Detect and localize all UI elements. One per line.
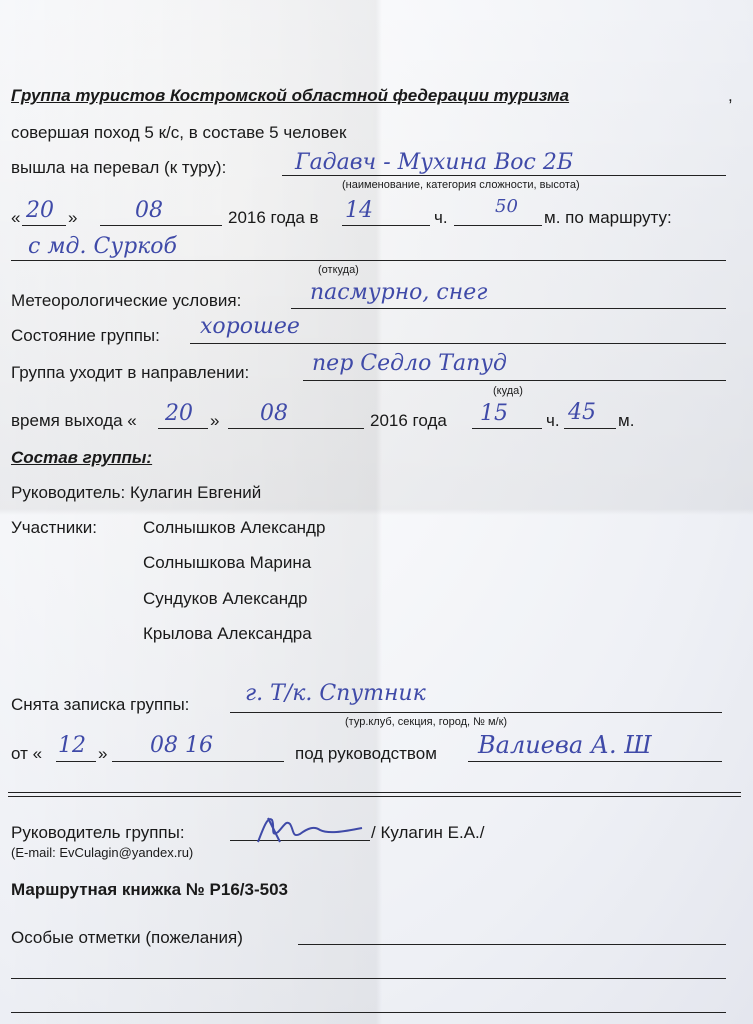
note-date-underline bbox=[112, 761, 284, 762]
participant-2: Солнышкова Марина bbox=[143, 553, 312, 572]
separator-top bbox=[8, 792, 741, 793]
special-notes-underline-3 bbox=[11, 1012, 726, 1013]
date2-year-text: 2016 года bbox=[370, 411, 447, 430]
note-lead-label: под руководством bbox=[295, 744, 437, 763]
date1-minute-unit: м. по маршруту: bbox=[544, 208, 672, 227]
pass-underline bbox=[282, 175, 726, 176]
pass-value: Гадавч - Мухина Вос 2Б bbox=[295, 150, 574, 175]
direction-caption: (куда) bbox=[493, 385, 523, 397]
date1-day-underline bbox=[22, 225, 66, 226]
email: (E-mail: EvCulagin@yandex.ru) bbox=[11, 845, 194, 860]
trip-description: совершая поход 5 к/с, в составе 5 человек bbox=[11, 123, 347, 142]
special-notes-underline-2 bbox=[11, 978, 726, 979]
weather-underline bbox=[291, 308, 726, 309]
date2-hour-unit: ч. bbox=[546, 411, 560, 430]
date1-month-underline bbox=[100, 225, 222, 226]
state-label: Состояние группы: bbox=[11, 326, 160, 345]
date2-prefix: время выхода « bbox=[11, 411, 137, 430]
date1-year-text: 2016 года в bbox=[228, 208, 319, 227]
special-notes-label: Особые отметки (пожелания) bbox=[11, 928, 243, 947]
leader-signature bbox=[250, 812, 375, 848]
direction-value: пер Седло Тапуд bbox=[312, 351, 507, 376]
date1-minute-underline bbox=[454, 225, 542, 226]
pass-label: вышла на перевал (к туру): bbox=[11, 158, 227, 177]
form-heading: Группа туристов Костромской областной федерации туризма bbox=[11, 86, 570, 105]
participants-label: Участники: bbox=[11, 518, 97, 537]
from-underline bbox=[11, 260, 726, 261]
weather-label: Метеорологические условия: bbox=[11, 291, 242, 310]
note-day: 12 bbox=[58, 733, 86, 758]
date1-minute: 50 bbox=[495, 196, 518, 217]
note-day-underline bbox=[56, 761, 96, 762]
date2-hour: 15 bbox=[480, 401, 508, 426]
note-lead-underline bbox=[468, 761, 722, 762]
leader-line: Руководитель: Кулагин Евгений bbox=[11, 483, 262, 502]
date2-minute: 45 bbox=[568, 400, 596, 425]
from-caption: (откуда) bbox=[318, 264, 359, 276]
date1-month: 08 bbox=[135, 198, 163, 223]
date1-hour-unit: ч. bbox=[434, 208, 448, 227]
signature-name: / Кулагин Е.А./ bbox=[371, 823, 485, 842]
state-underline bbox=[190, 343, 726, 344]
date1-hour-underline bbox=[342, 225, 430, 226]
note-value: г. Т/к. Спутник bbox=[245, 681, 426, 706]
date2-hour-underline bbox=[472, 428, 542, 429]
note-underline bbox=[230, 712, 722, 713]
note-date-prefix: от « bbox=[11, 744, 43, 763]
participant-3: Сундуков Александр bbox=[143, 589, 308, 608]
date1-close-quote: » bbox=[68, 208, 78, 227]
pass-caption: (наименование, категория сложности, высота) bbox=[342, 179, 580, 191]
participant-4: Крылова Александра bbox=[143, 624, 312, 643]
direction-label: Группа уходит в направлении: bbox=[11, 363, 250, 382]
from-value: с мд. Суркоб bbox=[28, 234, 177, 259]
note-lead-value: Валиева А. Ш bbox=[478, 731, 652, 759]
date2-minute-unit: м. bbox=[618, 411, 635, 430]
date2-day-underline bbox=[158, 428, 208, 429]
note-date-rest: 08 16 bbox=[150, 733, 213, 758]
date2-minute-underline bbox=[564, 428, 616, 429]
composition-title: Состав группы: bbox=[11, 448, 153, 467]
route-book: Маршрутная книжка № Р16/3-503 bbox=[11, 880, 288, 899]
special-notes-underline-1 bbox=[298, 944, 726, 945]
date1-open-quote: « bbox=[11, 208, 21, 227]
date2-close-quote: » bbox=[210, 411, 220, 430]
separator-bottom bbox=[8, 796, 741, 797]
note-label: Снята записка группы: bbox=[11, 695, 190, 714]
weather-value: пасмурно, снег bbox=[310, 280, 488, 305]
direction-underline bbox=[303, 380, 726, 381]
participant-1: Солнышков Александр bbox=[143, 518, 326, 537]
date2-month: 08 bbox=[260, 401, 288, 426]
state-value: хорошее bbox=[200, 314, 300, 339]
note-caption: (тур.клуб, секция, город, № м/к) bbox=[345, 716, 508, 728]
date1-hour: 14 bbox=[345, 198, 373, 223]
heading-comma: , bbox=[728, 86, 733, 105]
date2-month-underline bbox=[228, 428, 364, 429]
note-close-quote: » bbox=[98, 744, 108, 763]
date2-day: 20 bbox=[165, 401, 193, 426]
date1-day: 20 bbox=[26, 198, 54, 223]
signature-label: Руководитель группы: bbox=[11, 823, 185, 842]
